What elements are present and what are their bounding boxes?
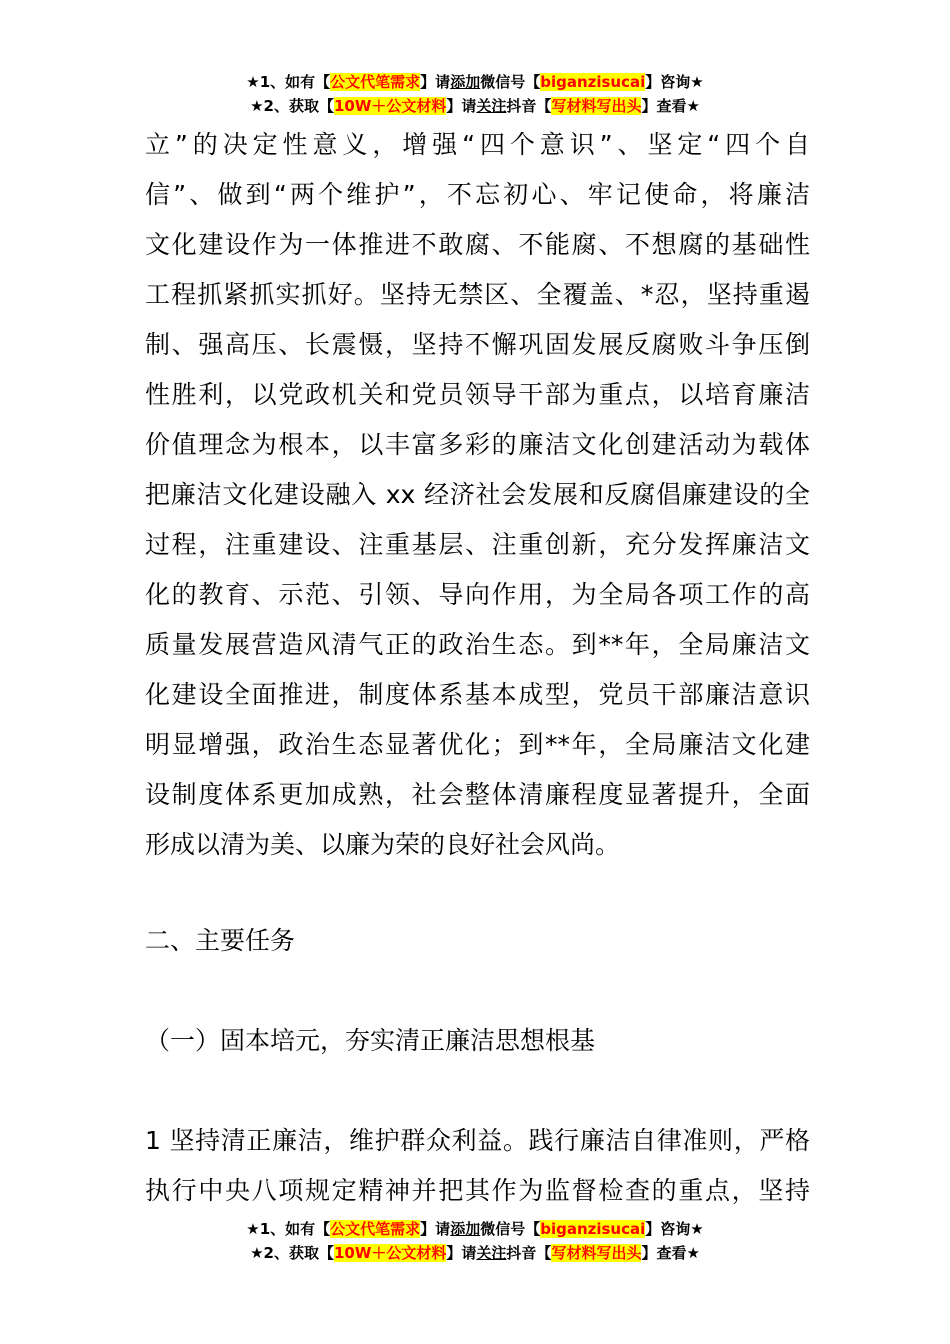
footer-promo-banner bbox=[0, 1217, 950, 1265]
highlight-service: 公文代笔需求 bbox=[330, 1220, 421, 1238]
paragraph-line: 明显增强，政治生态显著优化；到**年，全局廉洁文化建 bbox=[145, 730, 810, 759]
paragraph-line: 立”的决定性意义，增强“四个意识”、坚定“四个自 bbox=[145, 130, 810, 159]
highlight-materials: 10W＋公文材料 bbox=[333, 1244, 447, 1262]
paragraph-line: 设制度体系更加成熟，社会整体清廉程度显著提升，全面 bbox=[145, 780, 810, 809]
paragraph-line: 文化建设作为一体推进不敢腐、不能腐、不想腐的基础性 bbox=[145, 230, 810, 259]
promo-line-1: ★1、如有【公文代笔需求】请添加微信号【biganzisucai】咨询★ bbox=[246, 73, 704, 91]
paragraph-line: 执行中央八项规定精神并把其作为监督检查的重点，坚持 bbox=[145, 1176, 810, 1205]
section-heading: 二、主要任务 bbox=[145, 926, 296, 955]
paragraph-line: 1 坚持清正廉洁，维护群众利益。践行廉洁自律准则，严格 bbox=[145, 1126, 810, 1155]
paragraph-line: 工程抓紧抓实抓好。坚持无禁区、全覆盖、*忍，坚持重遏 bbox=[145, 280, 810, 309]
paragraph-line: 化建设全面推进，制度体系基本成型，党员干部廉洁意识 bbox=[145, 680, 810, 709]
highlight-materials: 10W＋公文材料 bbox=[333, 97, 447, 115]
paragraph-line: 信”、做到“两个维护”，不忘初心、牢记使命，将廉洁 bbox=[145, 180, 810, 209]
highlight-service: 公文代笔需求 bbox=[330, 73, 421, 91]
paragraph-line: 制、强高压、长震慑，坚持不懈巩固发展反腐败斗争压倒 bbox=[145, 330, 810, 359]
paragraph-line: 化的教育、示范、引领、导向作用，为全局各项工作的高 bbox=[145, 580, 810, 609]
promo-line-2: ★2、获取【10W＋公文材料】请关注抖音【写材料写出头】查看★ bbox=[250, 97, 700, 115]
paragraph-line: 过程，注重建设、注重基层、注重创新，充分发挥廉洁文 bbox=[145, 530, 810, 559]
paragraph-line: 性胜利，以党政机关和党员领导干部为重点，以培育廉洁 bbox=[145, 380, 810, 409]
promo-line-2: ★2、获取【10W＋公文材料】请关注抖音【写材料写出头】查看★ bbox=[250, 1244, 700, 1262]
task-paragraph bbox=[145, 1116, 810, 1216]
header-promo-banner bbox=[0, 70, 950, 118]
paragraph-line: 价值理念为根本，以丰富多彩的廉洁文化创建活动为载体 bbox=[145, 430, 810, 459]
paragraph-line: 把廉洁文化建设融入 xx 经济社会发展和反腐倡廉建设的全 bbox=[145, 480, 810, 509]
highlight-wechat-id: biganzisucai bbox=[540, 73, 646, 91]
highlight-douyin-account: 写材料写出头 bbox=[551, 97, 642, 115]
promo-line-1: ★1、如有【公文代笔需求】请添加微信号【biganzisucai】咨询★ bbox=[246, 1220, 704, 1238]
body-paragraph bbox=[145, 120, 810, 870]
highlight-wechat-id: biganzisucai bbox=[540, 1220, 646, 1238]
paragraph-line: 形成以清为美、以廉为荣的良好社会风尚。 bbox=[145, 830, 621, 859]
paragraph-line: 质量发展营造风清气正的政治生态。到**年，全局廉洁文 bbox=[145, 630, 810, 659]
highlight-douyin-account: 写材料写出头 bbox=[551, 1244, 642, 1262]
subsection-heading: （一）固本培元，夯实清正廉洁思想根基 bbox=[145, 1026, 596, 1055]
